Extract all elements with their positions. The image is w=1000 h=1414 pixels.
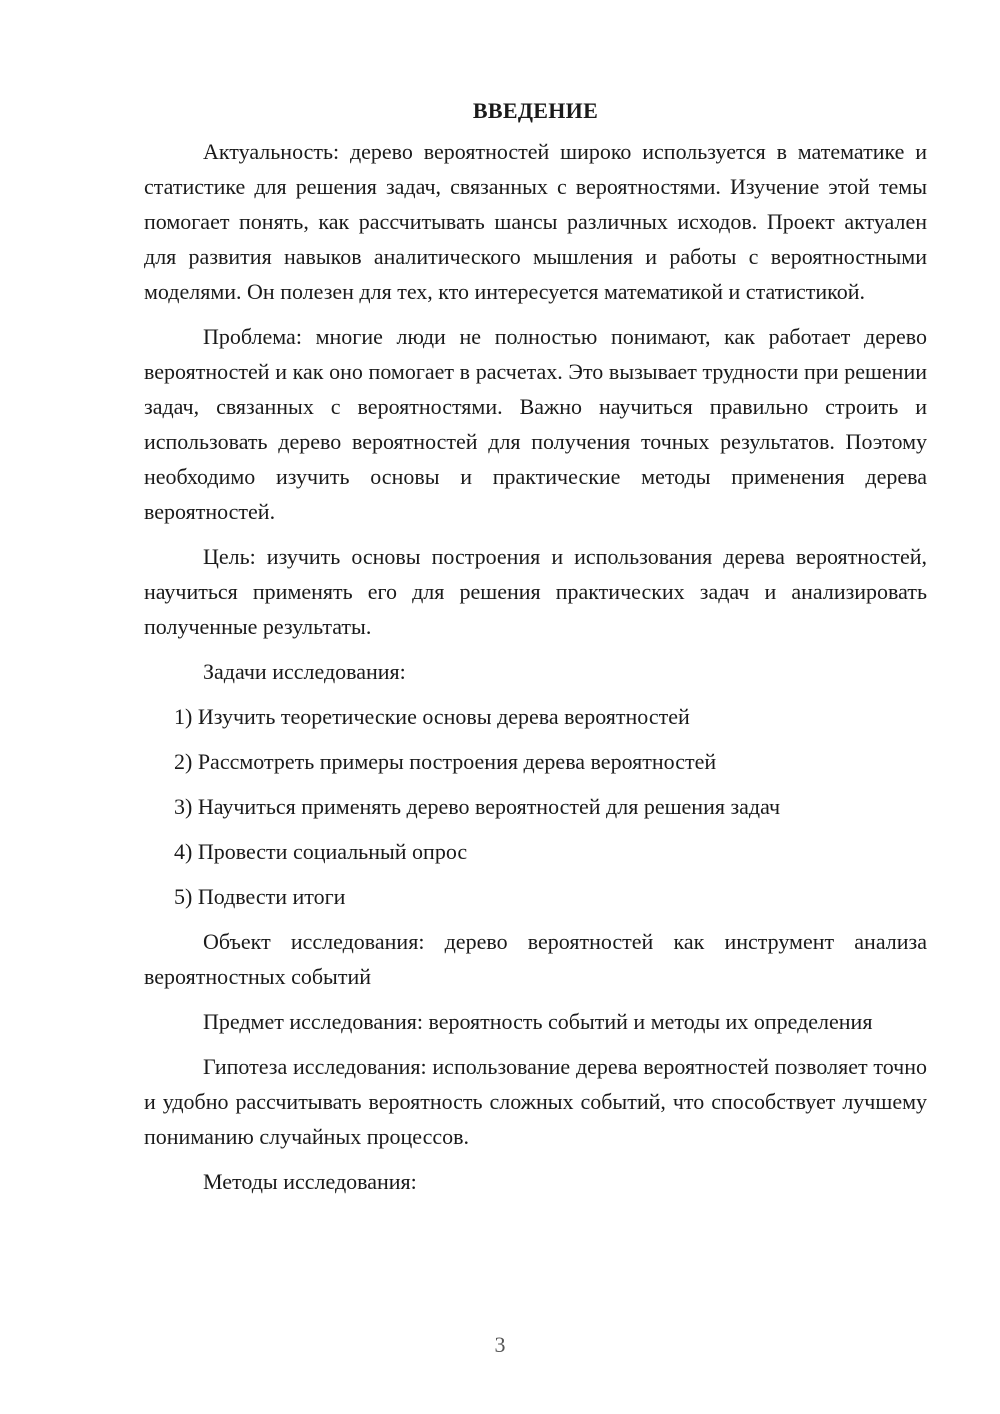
object-paragraph: Объект исследования: дерево вероятностей как инструмент анализа вероятностных событий [144, 929, 927, 989]
tasks-list [144, 699, 927, 914]
task-item: 4) Провести социальный опрос [174, 839, 468, 864]
task-item: 3) Научиться применять дерево вероятностей для решения задач [174, 794, 781, 819]
document-page [144, 96, 927, 1209]
page-title: ВВЕДЕНИЕ [472, 98, 599, 123]
subject-paragraph: Предмет исследования: вероятность событий и методы их определения [203, 1009, 873, 1034]
task-item: 5) Подвести итоги [174, 884, 346, 909]
methods-paragraph: Методы исследования: [203, 1169, 417, 1194]
task-item: 2) Рассмотреть примеры построения дерева вероятностей [174, 749, 717, 774]
tasks-title: Задачи исследования: [203, 659, 406, 684]
relevance-paragraph: Актуальность: дерево вероятностей широко используется в математике и статистике для решения задач, связанных с вероятностями. Изучение этой темы помогает понять, как рассчитывать шансы различных исходов. Проект актуален для развития навыков аналитического мышления и работы с вероятностными моделями. Он полезен для тех, кто интересуется математикой и статистикой. [144, 139, 927, 304]
page-number: 3 [494, 1332, 506, 1357]
task-item: 1) Изучить теоретические основы дерева вероятностей [174, 704, 690, 729]
hypothesis-paragraph: Гипотеза исследования: использование дерева вероятностей позволяет точно и удобно рассчитывать вероятность сложных событий, что способствует лучшему пониманию случайных процессов. [144, 1054, 927, 1149]
goal-paragraph: Цель: изучить основы построения и использования дерева вероятностей, научиться применять его для решения практических задач и анализировать полученные результаты. [144, 544, 927, 639]
problem-paragraph: Проблема: многие люди не полностью понимают, как работает дерево вероятностей и как оно помогает в расчетах. Это вызывает трудности при решении задач, связанных с вероятностями. Важно научиться правильно строить и использовать дерево вероятностей для получения точных результатов. Поэтому необходимо изучить основы и практические методы применения дерева вероятностей. [144, 324, 927, 524]
